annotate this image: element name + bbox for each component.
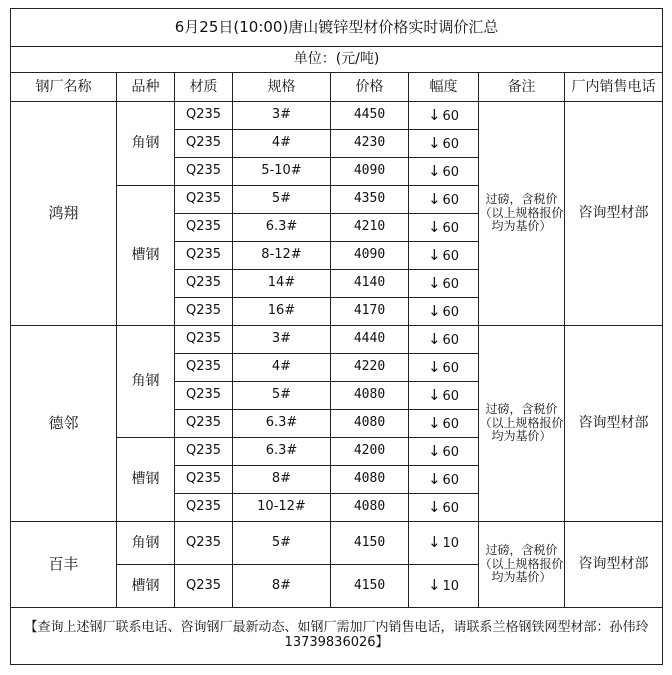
down-arrow-icon: ↓ [427,533,441,552]
spec-cell: 6.3# [233,438,331,466]
price-cell: 4150 [331,565,409,608]
price-cell: 4200 [331,438,409,466]
change-value: 60 [442,444,460,460]
spec-cell: 8# [233,565,331,608]
change-cell [409,158,479,186]
spec-cell: 6.3# [233,410,331,438]
material-cell: Q235 [175,382,233,410]
down-arrow-icon: ↓ [427,301,441,320]
material-cell: Q235 [175,438,233,466]
down-arrow-icon: ↓ [427,245,441,264]
spec-cell: 5# [233,186,331,214]
material-cell: Q235 [175,565,233,608]
mill-name: 百丰 [11,522,117,608]
category-name: 槽钢 [117,438,175,522]
category-name: 槽钢 [117,565,175,608]
material-cell: Q235 [175,130,233,158]
header-row [11,73,663,102]
down-arrow-icon: ↓ [427,133,441,152]
unit-label: 单位：(元/吨) [11,47,663,73]
down-arrow-icon: ↓ [427,161,441,180]
change-value: 60 [442,472,460,488]
header-change: 幅度 [409,73,479,102]
spec-cell: 5# [233,522,331,565]
sales-phone-cell: 咨询型材部 [565,326,663,522]
material-cell: Q235 [175,186,233,214]
price-cell: 4080 [331,382,409,410]
price-cell: 4080 [331,494,409,522]
change-value: 60 [442,248,460,264]
down-arrow-icon: ↓ [427,576,441,595]
change-value: 60 [442,416,460,432]
change-cell [409,298,479,326]
down-arrow-icon: ↓ [427,329,441,348]
price-cell: 4080 [331,410,409,438]
price-table [10,8,663,665]
change-cell [409,326,479,354]
price-cell: 4140 [331,270,409,298]
material-cell: Q235 [175,410,233,438]
price-cell: 4440 [331,326,409,354]
material-cell: Q235 [175,522,233,565]
mill-name: 德邻 [11,326,117,522]
category-name: 角钢 [117,326,175,438]
change-cell [409,354,479,382]
material-cell: Q235 [175,298,233,326]
change-value: 60 [442,500,460,516]
change-cell [409,214,479,242]
price-cell: 4450 [331,102,409,130]
material-cell: Q235 [175,354,233,382]
price-cell: 4080 [331,466,409,494]
change-cell [409,466,479,494]
material-cell: Q235 [175,214,233,242]
price-cell: 4150 [331,522,409,565]
category-name: 角钢 [117,102,175,186]
down-arrow-icon: ↓ [427,105,441,124]
spec-cell: 3# [233,326,331,354]
spec-cell: 4# [233,130,331,158]
price-cell: 4090 [331,158,409,186]
category-name: 角钢 [117,522,175,565]
change-cell [409,494,479,522]
header-category: 品种 [117,73,175,102]
header-mill: 钢厂名称 [11,73,117,102]
change-cell [409,565,479,608]
category-name: 槽钢 [117,186,175,326]
note-cell: 过磅，含税价（以上规格报价均为基价） [479,326,565,522]
header-note: 备注 [479,73,565,102]
spec-cell: 6.3# [233,214,331,242]
material-cell: Q235 [175,102,233,130]
header-phone: 厂内销售电话 [565,73,663,102]
change-value: 10 [442,579,460,595]
price-cell: 4090 [331,242,409,270]
change-value: 60 [442,164,460,180]
spec-cell: 8-12# [233,242,331,270]
mill-name: 鸿翔 [11,102,117,326]
change-value: 60 [442,276,460,292]
change-cell [409,102,479,130]
spec-cell: 8# [233,466,331,494]
spec-cell: 5-10# [233,158,331,186]
down-arrow-icon: ↓ [427,273,441,292]
change-value: 60 [442,220,460,236]
sales-phone-cell: 咨询型材部 [565,522,663,608]
spec-cell: 5# [233,382,331,410]
contact-footer: 【查询上述钢厂联系电话、咨询钢厂最新动态、如钢厂需加厂内销售电话，请联系兰格钢铁网型材部：孙伟玲13739836026】 [11,608,663,665]
material-cell: Q235 [175,326,233,354]
footer-row [11,608,663,665]
change-cell [409,130,479,158]
down-arrow-icon: ↓ [427,413,441,432]
price-cell: 4210 [331,214,409,242]
down-arrow-icon: ↓ [427,385,441,404]
header-material: 材质 [175,73,233,102]
material-cell: Q235 [175,494,233,522]
change-cell [409,438,479,466]
change-cell [409,242,479,270]
change-cell [409,522,479,565]
change-value: 60 [442,192,460,208]
table-row [11,522,663,565]
down-arrow-icon: ↓ [427,357,441,376]
material-cell: Q235 [175,466,233,494]
change-value: 10 [442,536,460,552]
price-cell: 4230 [331,130,409,158]
spec-cell: 10-12# [233,494,331,522]
spec-cell: 14# [233,270,331,298]
change-cell [409,382,479,410]
note-cell: 过磅，含税价（以上规格报价均为基价） [479,102,565,326]
page-title: 6月25日(10:00)唐山镀锌型材价格实时调价汇总 [11,9,663,47]
down-arrow-icon: ↓ [427,497,441,516]
material-cell: Q235 [175,242,233,270]
price-cell: 4220 [331,354,409,382]
down-arrow-icon: ↓ [427,189,441,208]
change-value: 60 [442,388,460,404]
change-value: 60 [442,108,460,124]
sales-phone-cell: 咨询型材部 [565,102,663,326]
price-cell: 4170 [331,298,409,326]
spec-cell: 3# [233,102,331,130]
down-arrow-icon: ↓ [427,217,441,236]
down-arrow-icon: ↓ [427,469,441,488]
change-cell [409,186,479,214]
note-cell: 过磅，含税价（以上规格报价均为基价） [479,522,565,608]
price-cell: 4350 [331,186,409,214]
header-spec: 规格 [233,73,331,102]
material-cell: Q235 [175,270,233,298]
down-arrow-icon: ↓ [427,441,441,460]
header-price: 价格 [331,73,409,102]
change-value: 60 [442,332,460,348]
change-value: 60 [442,136,460,152]
table-row [11,102,663,130]
spec-cell: 4# [233,354,331,382]
material-cell: Q235 [175,158,233,186]
change-cell [409,410,479,438]
change-value: 60 [442,304,460,320]
table-row [11,326,663,354]
change-value: 60 [442,360,460,376]
change-cell [409,270,479,298]
spec-cell: 16# [233,298,331,326]
